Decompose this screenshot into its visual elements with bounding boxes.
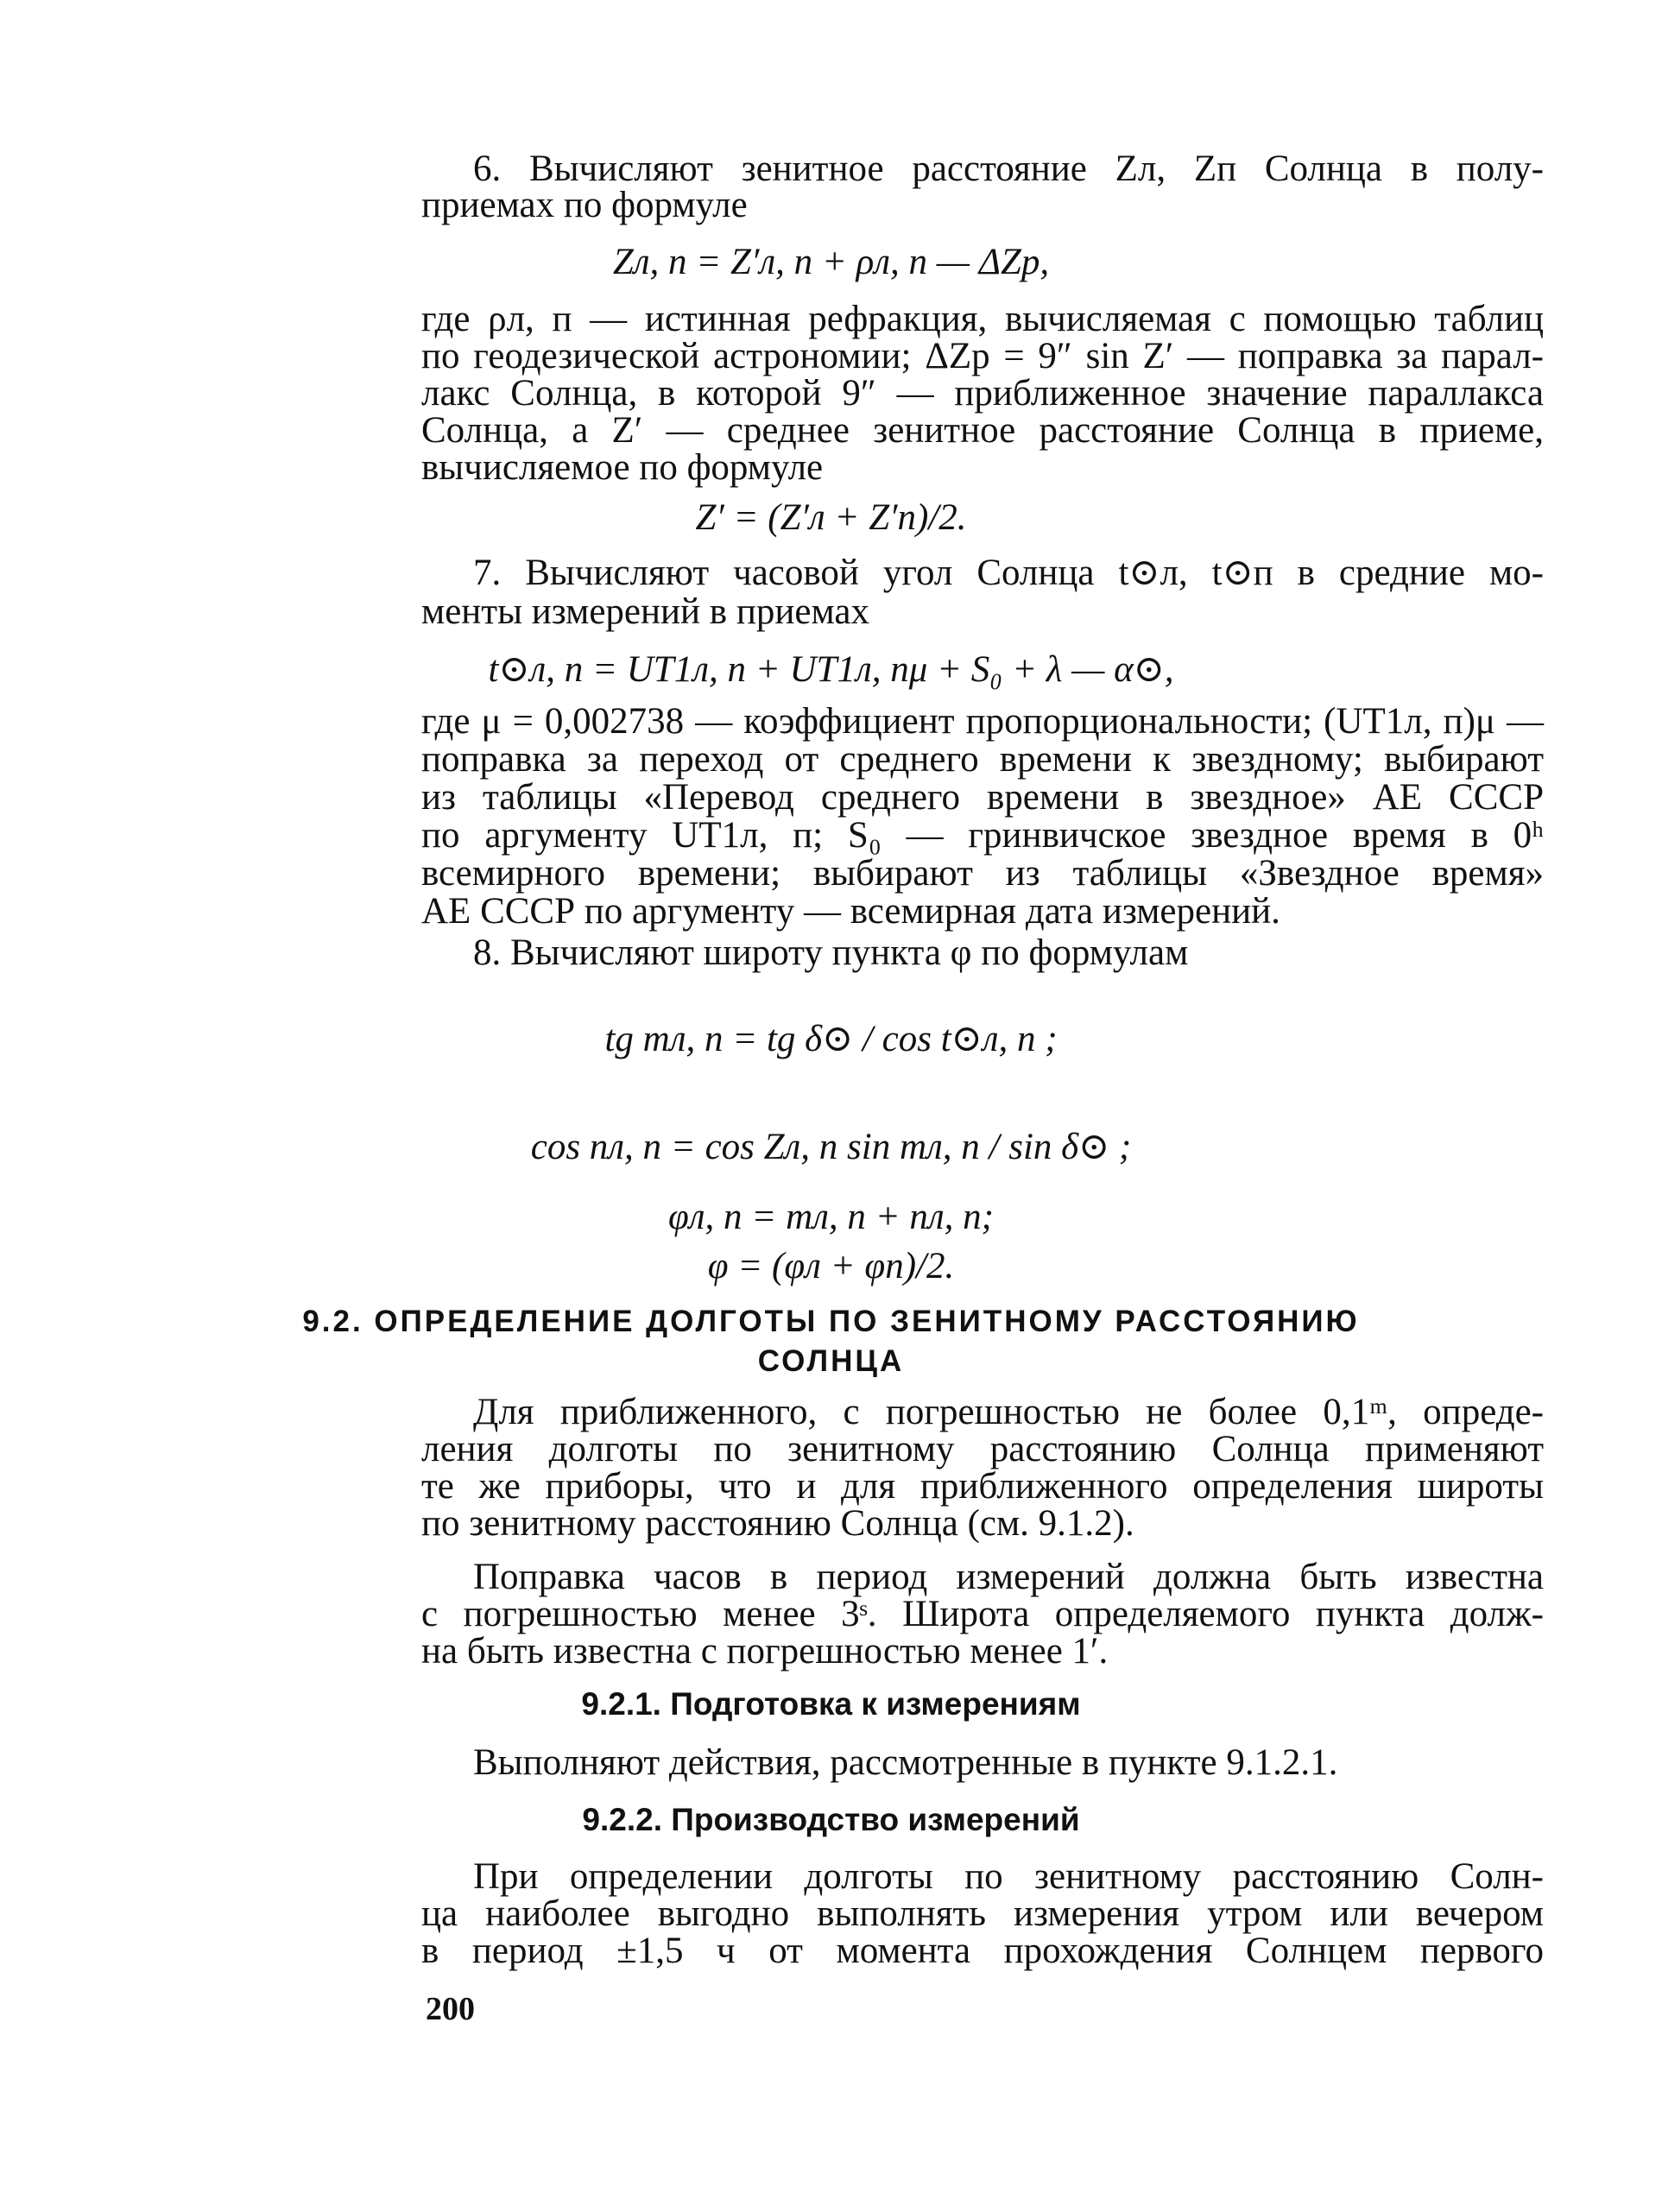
paragraph-line: 7. Вычисляют часовой угол Солнца t⊙л, t⊙п в средние мо- [473,553,1544,593]
formula-mean-zenith-distance: Z′ = (Z′л + Z′п)/2. [695,497,967,538]
paragraph-line: по аргументу UT1л, п; S₀ — гринвичское звездное время в 0ʰ [421,815,1544,856]
paragraph-line: 6. Вычисляют зенитное расстояние Zл, Zп Солнца в полу- [473,149,1544,189]
section-heading: 9.2. ОПРЕДЕЛЕНИЕ ДОЛГОТЫ ПО ЗЕНИТНОМУ РАССТОЯНИЮ [302,1305,1360,1338]
paragraph-line: Поправка часов в период измерений должна быть известна [473,1557,1544,1597]
subsection-heading: 9.2.2. Производство измерений [582,1802,1080,1837]
paragraph-line: ления долготы по зенитному расстоянию Солнца применяют [421,1429,1544,1469]
paragraph-line: Солнца, а Z′ — среднее зенитное расстояние Солнца в приеме, [421,410,1544,451]
paragraph-line: из таблицы «Перевод среднего времени в звездное» АЕ СССР [421,777,1544,818]
section-heading: СОЛНЦА [757,1344,905,1378]
paragraph-line: ца наиболее выгодно выполнять измерения утром или вечером [421,1893,1544,1934]
formula-latitude-half: φл, п = mл, п + nл, п; [668,1197,994,1237]
paragraph-line: лакс Солнца, в которой 9″ — приближенное значение параллакса [421,373,1544,414]
paragraph-line: АЕ СССР по аргументу — всемирная дата измерений. [421,891,1280,932]
paragraph-line: по геодезической астрономии; ΔZр = 9″ sin Z′ — поправка за парал- [421,336,1544,376]
formula-zenith-distance: Zл, п = Z′л, п + ρл, п — ΔZр, [612,242,1050,282]
paragraph-line: поправка за переход от среднего времени к звездному; выбирают [421,739,1544,780]
paragraph-line: всемирного времени; выбирают из таблицы «Звездное время» [421,853,1544,894]
paragraph-line: Выполняют действия, рассмотренные в пункте 9.1.2.1. [473,1742,1338,1783]
paragraph-line: приемах по формуле [421,185,748,225]
paragraph-line: в период ±1,5 ч от момента прохождения Солнцем первого [421,1931,1544,1971]
paragraph-line: где μ = 0,002738 — коэффициент пропорциональности; (UT1л, п)μ — [421,701,1544,742]
paragraph-line: где ρл, п — истинная рефракция, вычисляемая с помощью таблиц [421,299,1544,339]
subsection-heading: 9.2.1. Подготовка к измерениям [581,1686,1081,1722]
paragraph-line: по зенитному расстоянию Солнца (см. 9.1.2). [421,1503,1134,1544]
paragraph-line: вычисляемое по формуле [421,447,824,488]
paragraph-line: менты измерений в приемах [421,591,869,632]
paragraph-line: 8. Вычисляют широту пункта φ по формулам [473,932,1189,973]
paragraph-line: на быть известна с погрешностью менее 1′. [421,1631,1109,1672]
paragraph-line: Для приближенного, с погрешностью не более 0,1ᵐ, опреде- [473,1392,1544,1432]
paragraph-line: При определении долготы по зенитному расстоянию Солн- [473,1856,1544,1897]
paragraph-line: с погрешностью менее 3ˢ. Широта определяемого пункта долж- [421,1594,1544,1634]
formula-tg-m: tg mл, п = tg δ⊙ / cos t⊙л, п ; [604,1019,1058,1059]
paragraph-line: те же приборы, что и для приближенного определения широты [421,1466,1544,1507]
formula-latitude-mean: φ = (φл + φп)/2. [707,1246,955,1286]
page-number: 200 [426,1991,475,2027]
formula-hour-angle: t⊙л, п = UT1л, п + UT1л, пμ + S₀ + λ — α⊙, [488,649,1174,690]
formula-cos-n: cos nл, п = cos Zл, п sin mл, п / sin δ⊙ ; [530,1127,1132,1167]
